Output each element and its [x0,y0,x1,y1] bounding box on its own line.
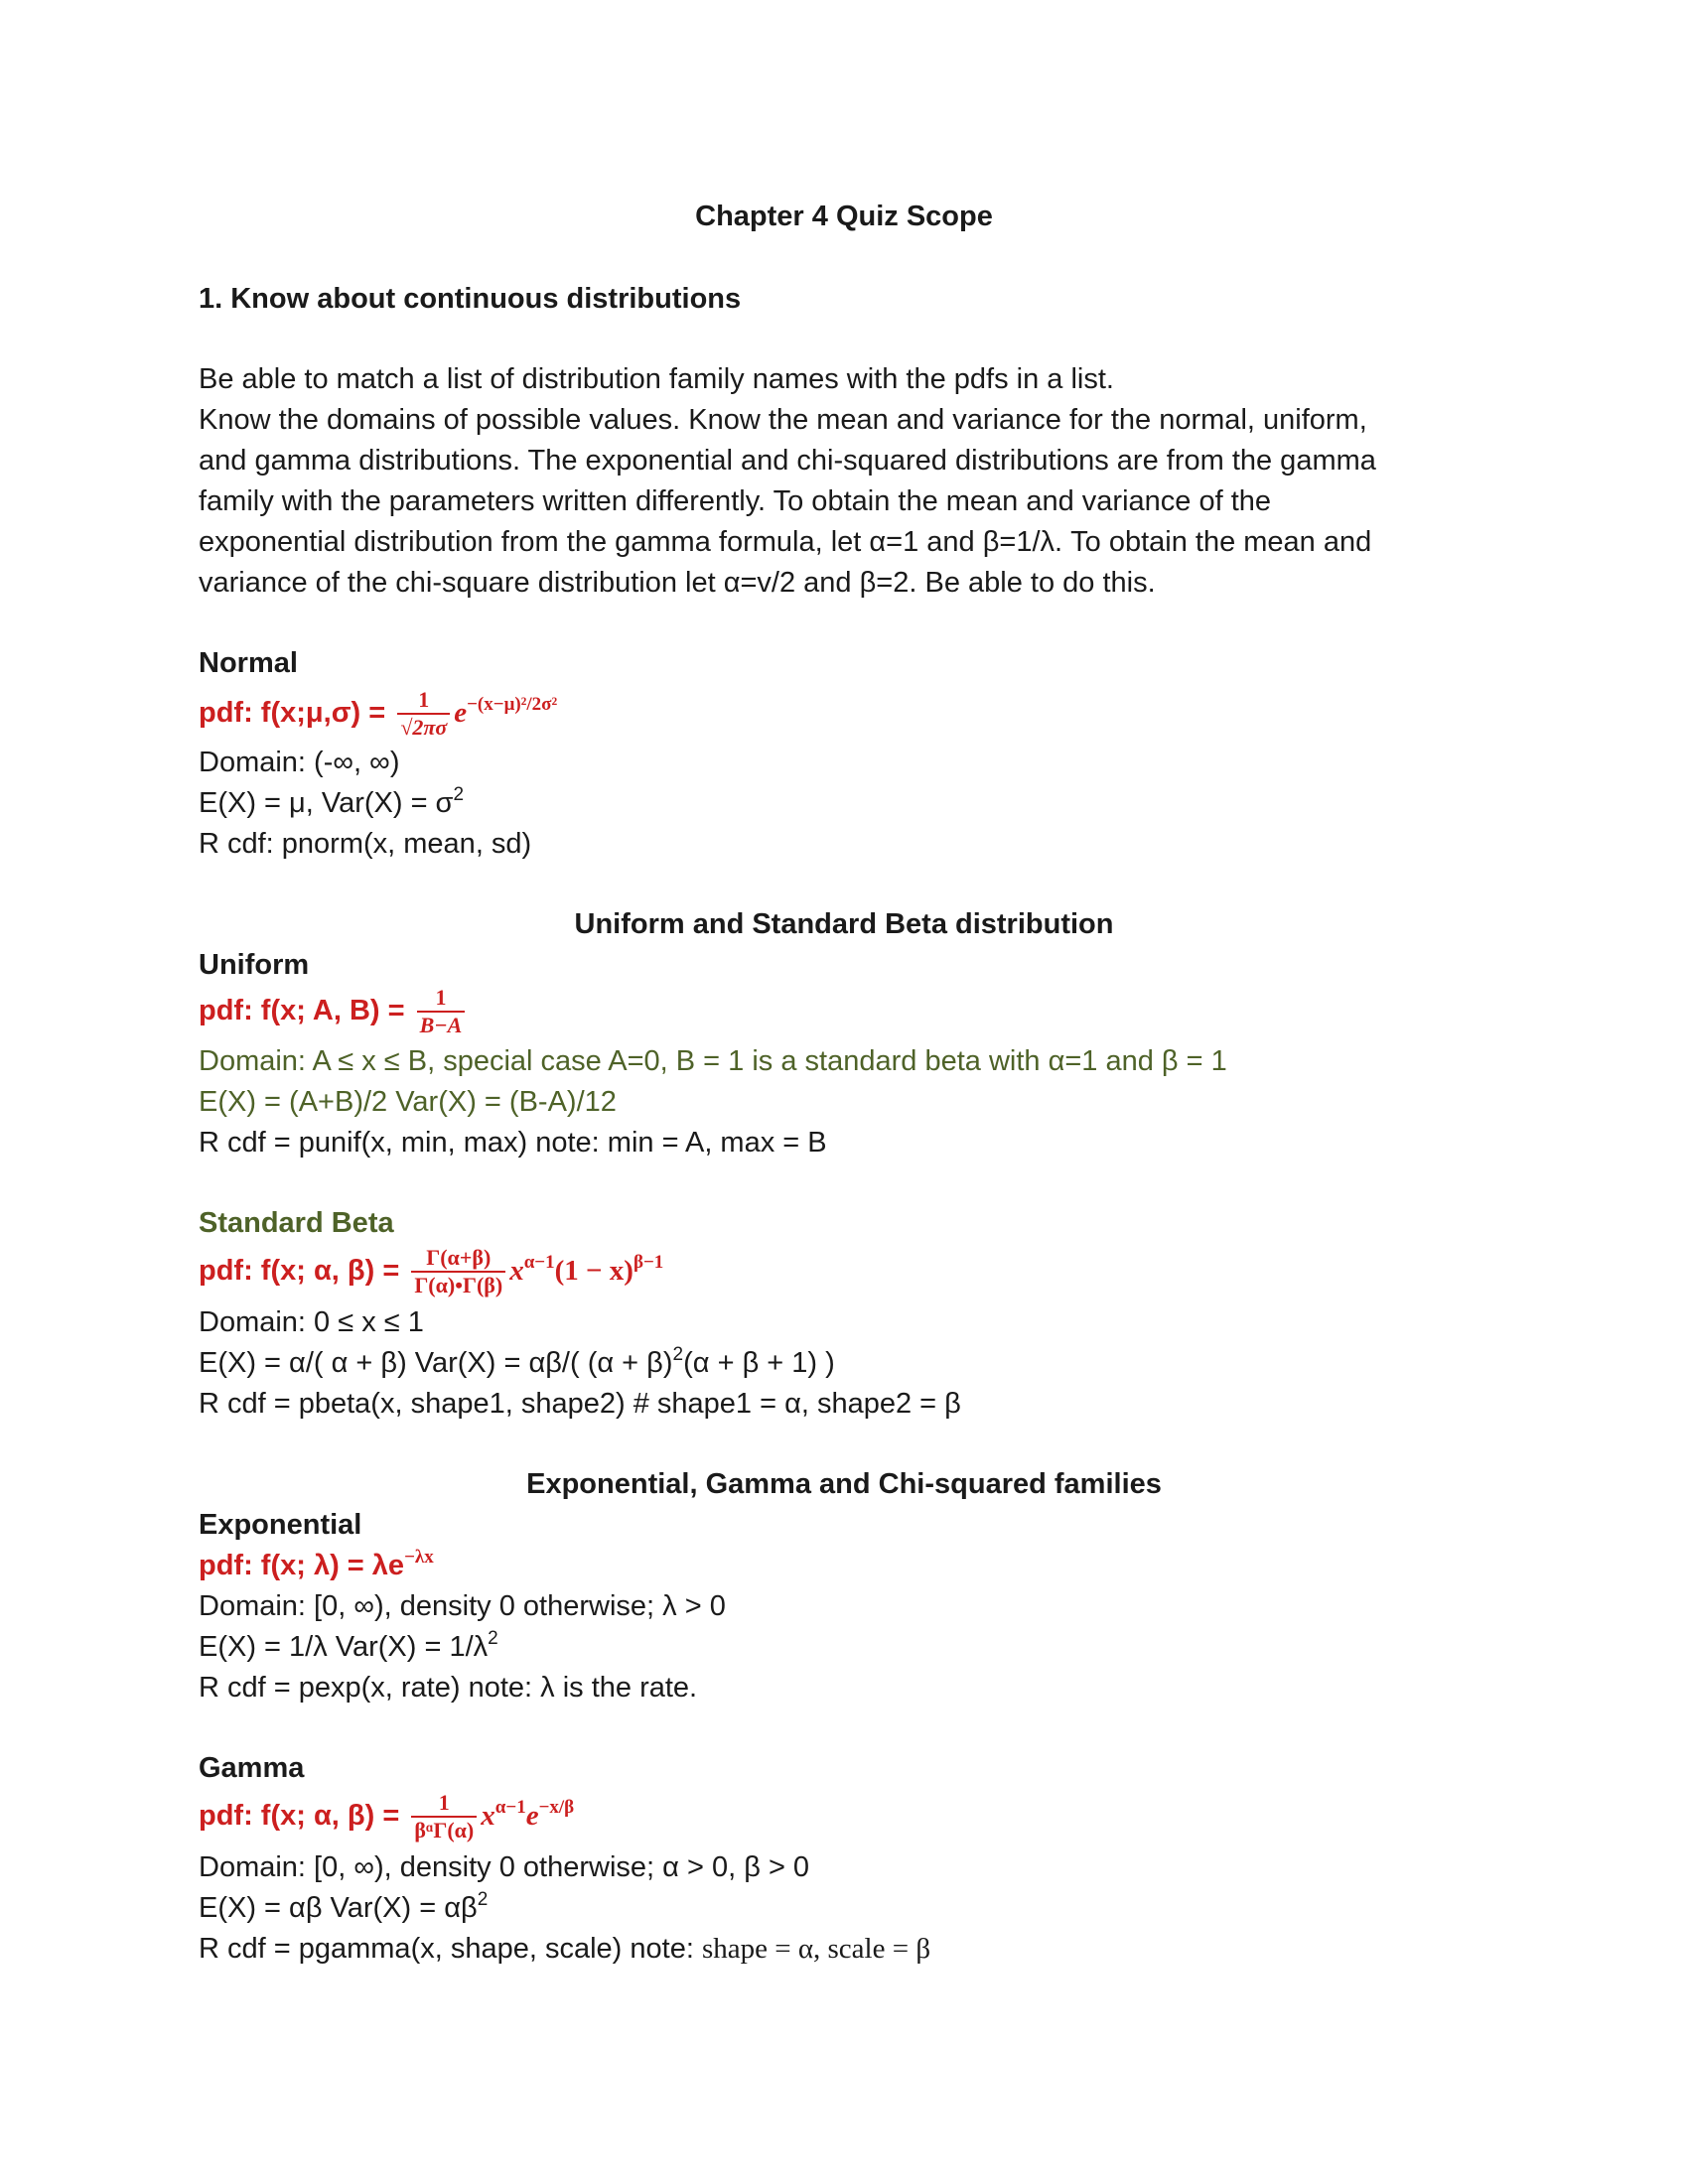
section-heading: 1. Know about continuous distributions [199,283,742,315]
beta-term-2-sup: β−1 [633,1252,664,1273]
fraction-numerator: 1 [417,985,466,1013]
gamma-term-e-sup: −x/β [538,1797,575,1818]
gamma-rcdf [199,1929,930,1969]
beta-moments [199,1343,835,1387]
fraction-denominator: Γ(α)•Γ(β) [414,1273,503,1298]
gamma-moments [199,1888,488,1932]
exponential-moments-text: E(X) = 1/λ Var(X) = 1/λ [199,1631,489,1663]
exponential-pdf [199,1546,434,1589]
beta-pdf-label: pdf: f(x; α, β) = [199,1255,400,1287]
fraction-numerator: 1 [411,1790,477,1818]
normal-heading: Normal [199,647,298,679]
exponential-domain: Domain: [0, ∞), density 0 otherwise; λ > 0 [199,1590,726,1622]
uniform-rcdf: R cdf = punif(x, min, max) note: min = A, max = B [199,1127,827,1159]
uniform-beta-heading: Uniform and Standard Beta distribution [574,908,1114,940]
normal-moments-sup: 2 [453,784,465,805]
exponential-heading: Exponential [199,1509,362,1541]
fraction-numerator: 1 [397,687,450,715]
fraction-denominator: βᵅΓ(α) [414,1818,475,1843]
normal-domain: Domain: (-∞, ∞) [199,747,400,778]
fraction-denominator: B−A [419,1013,463,1038]
intro-line: variance of the chi-square distribution let α=v/2 and β=2. Be able to do this. [199,567,1156,599]
uniform-moments: E(X) = (A+B)/2 Var(X) = (B-A)/12 [199,1086,617,1118]
intro-line: Know the domains of possible values. Know the mean and variance for the normal, uniform, [199,404,1367,436]
exponential-pdf-sup: −λx [404,1547,434,1568]
gamma-term-e: e [525,1800,539,1832]
intro-line: and gamma distributions. The exponential and chi-squared distributions are from the gamma [199,445,1376,477]
beta-domain: Domain: 0 ≤ x ≤ 1 [199,1306,424,1338]
fraction-numerator: Γ(α+β) [411,1245,505,1273]
beta-moments-a: E(X) = α/( α + β) Var(X) = αβ/( (α + β) [199,1347,673,1379]
gamma-pdf-fraction [411,1790,477,1843]
beta-term-x-sup: α−1 [523,1252,555,1273]
normal-pdf-label: pdf: f(x;μ,σ) = [199,697,386,729]
uniform-pdf-fraction [417,985,466,1038]
gamma-heading: Gamma [199,1752,305,1784]
exponential-moments [199,1627,498,1671]
intro-line: family with the parameters written differently. To obtain the mean and variance of the [199,485,1272,517]
exponential-rcdf: R cdf = pexp(x, rate) note: λ is the rate. [199,1672,698,1704]
beta-moments-b: (α + β + 1) ) [683,1347,835,1379]
gamma-pdf [199,1788,574,1847]
beta-pdf-fraction [411,1245,505,1298]
uniform-domain: Domain: A ≤ x ≤ B, special case A=0, B = 1 is a standard beta with α=1 and β = 1 [199,1045,1227,1077]
beta-term-2: (1 − x) [554,1255,633,1287]
normal-exp-power: −(x−μ)²/2σ² [467,694,558,715]
beta-moments-sup: 2 [672,1344,684,1365]
uniform-pdf [199,983,469,1038]
gamma-term-x-sup: α−1 [494,1797,526,1818]
beta-heading: Standard Beta [199,1207,394,1239]
page-title: Chapter 4 Quiz Scope [695,201,993,232]
beta-pdf [199,1243,663,1302]
normal-pdf [199,685,557,745]
gamma-domain: Domain: [0, ∞), density 0 otherwise; α > 0, β > 0 [199,1851,810,1883]
beta-rcdf: R cdf = pbeta(x, shape1, shape2) # shape1 = α, shape2 = β [199,1388,961,1420]
intro-line: Be able to match a list of distribution family names with the pdfs in a list. [199,363,1114,395]
normal-moments [199,783,464,827]
gamma-term-x: x [481,1800,495,1832]
beta-term-x: x [509,1255,524,1287]
gamma-moments-text: E(X) = αβ Var(X) = αβ [199,1892,478,1924]
gamma-rcdf-b: shape = α, scale = β [701,1933,931,1965]
normal-exp-base: e [454,697,468,729]
gamma-pdf-label: pdf: f(x; α, β) = [199,1800,400,1832]
exponential-moments-sup: 2 [488,1628,498,1649]
intro-line: exponential distribution from the gamma formula, let α=1 and β=1/λ. To obtain the mean and [199,526,1372,558]
normal-pdf-fraction [397,687,450,741]
uniform-heading: Uniform [199,949,310,981]
normal-rcdf: R cdf: pnorm(x, mean, sd) [199,828,532,860]
family-heading: Exponential, Gamma and Chi-squared families [526,1468,1162,1500]
gamma-moments-sup: 2 [477,1889,489,1910]
uniform-pdf-label: pdf: f(x; A, B) = [199,995,405,1026]
normal-moments-text: E(X) = μ, Var(X) = σ [199,787,454,819]
exponential-pdf-label: pdf: f(x; λ) = λe [199,1550,405,1581]
gamma-rcdf-a: R cdf = pgamma(x, shape, scale) note: [199,1933,702,1965]
fraction-denominator: √2πσ [400,715,448,741]
